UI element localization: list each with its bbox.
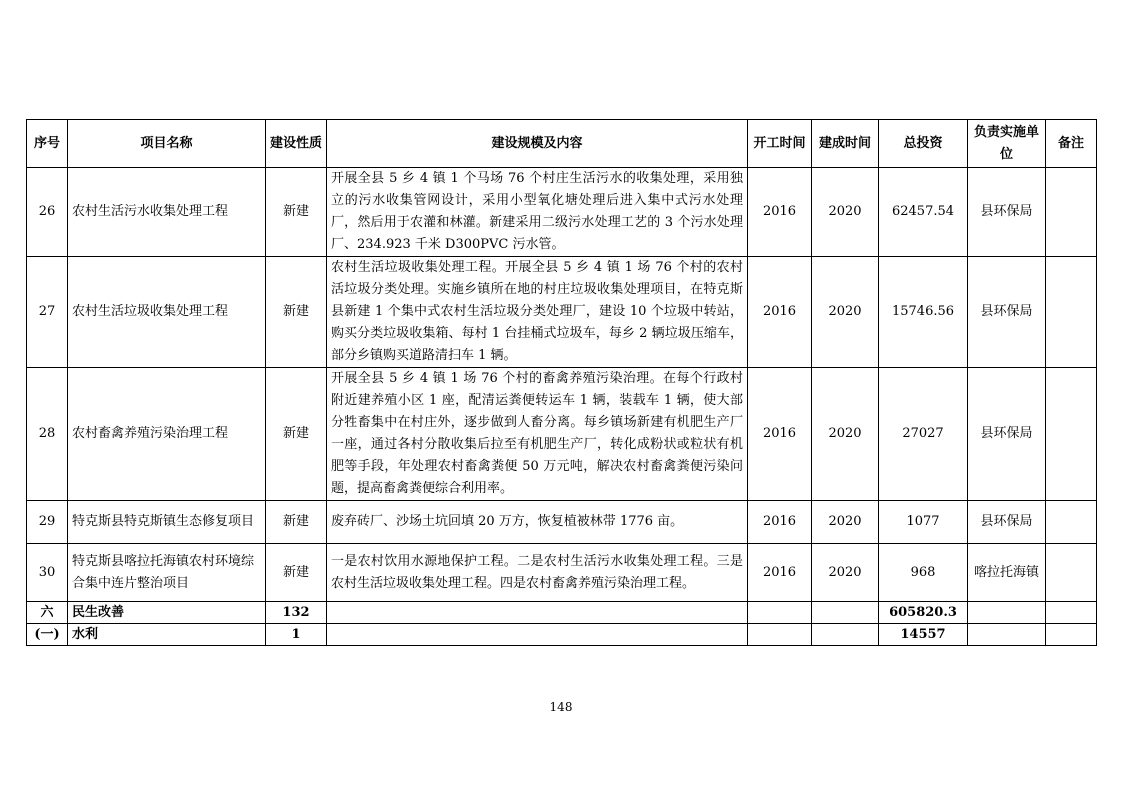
summary-scope-empty — [327, 602, 748, 624]
summary-name: 民生改善 — [68, 602, 266, 624]
project-table — [26, 119, 1097, 646]
header-seq: 序号 — [27, 120, 68, 168]
summary-count: 132 — [266, 602, 327, 624]
row-invest: 62457.54 — [879, 168, 968, 257]
summary-seq: 六 — [27, 602, 68, 624]
row-scope: 开展全县 5 乡 4 镇 1 个马场 76 个村庄生活污水的收集处理，采用独立的污水收集管网设计，采用小型氧化塘处理后进入集中式污水处理厂，然后用于农灌和林灌。新建采用二级污水处理工艺的 3 个污水处理厂、234.923 千米 D300PVC 污水管。 — [327, 168, 748, 257]
row-end: 2020 — [812, 168, 879, 257]
row-end: 2020 — [812, 257, 879, 368]
row-unit: 喀拉托海镇 — [968, 544, 1046, 602]
header-scope: 建设规模及内容 — [327, 120, 748, 168]
row-end: 2020 — [812, 544, 879, 602]
row-seq: 27 — [27, 257, 68, 368]
table-row — [27, 257, 1097, 368]
row-start: 2016 — [748, 257, 812, 368]
summary-end-empty — [812, 624, 879, 646]
summary-start-empty — [748, 602, 812, 624]
summary-invest: 605820.3 — [879, 602, 968, 624]
row-invest: 27027 — [879, 368, 968, 501]
table-row — [27, 168, 1097, 257]
summary-remark-empty — [1046, 602, 1097, 624]
row-remark — [1046, 501, 1097, 544]
row-end: 2020 — [812, 368, 879, 501]
row-seq: 26 — [27, 168, 68, 257]
row-name: 农村畜禽养殖污染治理工程 — [68, 368, 266, 501]
header-start: 开工时间 — [748, 120, 812, 168]
row-name: 农村生活污水收集处理工程 — [68, 168, 266, 257]
row-nature: 新建 — [266, 168, 327, 257]
row-remark — [1046, 544, 1097, 602]
header-name: 项目名称 — [68, 120, 266, 168]
summary-count: 1 — [266, 624, 327, 646]
row-scope: 废弃砖厂、沙场土坑回填 20 万方，恢复植被林带 1776 亩。 — [327, 501, 748, 544]
summary-unit-empty — [968, 602, 1046, 624]
row-unit: 县环保局 — [968, 257, 1046, 368]
row-seq: 28 — [27, 368, 68, 501]
row-unit: 县环保局 — [968, 368, 1046, 501]
row-seq: 29 — [27, 501, 68, 544]
summary-invest: 14557 — [879, 624, 968, 646]
row-seq: 30 — [27, 544, 68, 602]
row-name: 农村生活垃圾收集处理工程 — [68, 257, 266, 368]
row-scope: 农村生活垃圾收集处理工程。开展全县 5 乡 4 镇 1 场 76 个村的农村活垃圾分类处理。实施乡镇所在地的村庄垃圾收集处理项目，在特克斯县新建 1 个集中式农村生活垃圾分类处理厂，建设 10 个垃圾中转站，购买分类垃圾收集箱、每村 1 台挂桶式垃圾车，每乡 2 辆垃圾压缩车，部分乡镇购买道路清扫车 1 辆。 — [327, 257, 748, 368]
table-row — [27, 544, 1097, 602]
table-row — [27, 501, 1097, 544]
summary-remark-empty — [1046, 624, 1097, 646]
header-remark: 备注 — [1046, 120, 1097, 168]
summary-start-empty — [748, 624, 812, 646]
row-scope: 一是农村饮用水源地保护工程。二是农村生活污水收集处理工程。三是农村生活垃圾收集处理工程。四是农村畜禽养殖污染治理工程。 — [327, 544, 748, 602]
row-end: 2020 — [812, 501, 879, 544]
summary-seq: (一) — [27, 624, 68, 646]
header-unit: 负责实施单位 — [968, 120, 1046, 168]
row-invest: 15746.56 — [879, 257, 968, 368]
header-invest: 总投资 — [879, 120, 968, 168]
row-remark — [1046, 257, 1097, 368]
row-start: 2016 — [748, 168, 812, 257]
row-nature: 新建 — [266, 368, 327, 501]
summary-scope-empty — [327, 624, 748, 646]
row-scope: 开展全县 5 乡 4 镇 1 场 76 个村的畜禽养殖污染治理。在每个行政村附近建养殖小区 1 座，配清运粪便转运车 1 辆，装载车 1 辆，使大部分牲畜集中在村庄外，逐步做到人畜分离。每乡镇场新建有机肥生产厂一座，通过各村分散收集后拉至有机肥生产厂，转化成粉状或粒状有机肥等手段，年处理农村畜禽粪便 50 万元吨，解决农村畜禽粪便污染问题，提高畜禽粪便综合利用率。 — [327, 368, 748, 501]
table-row — [27, 368, 1097, 501]
row-name: 特克斯县特克斯镇生态修复项目 — [68, 501, 266, 544]
row-start: 2016 — [748, 501, 812, 544]
summary-name: 水利 — [68, 624, 266, 646]
summary-row — [27, 624, 1097, 646]
row-start: 2016 — [748, 544, 812, 602]
row-unit: 县环保局 — [968, 168, 1046, 257]
row-invest: 1077 — [879, 501, 968, 544]
row-nature: 新建 — [266, 501, 327, 544]
header-nature: 建设性质 — [266, 120, 327, 168]
row-nature: 新建 — [266, 544, 327, 602]
header-end: 建成时间 — [812, 120, 879, 168]
summary-end-empty — [812, 602, 879, 624]
row-start: 2016 — [748, 368, 812, 501]
summary-row — [27, 602, 1097, 624]
row-remark — [1046, 368, 1097, 501]
row-invest: 968 — [879, 544, 968, 602]
row-remark — [1046, 168, 1097, 257]
row-nature: 新建 — [266, 257, 327, 368]
row-unit: 县环保局 — [968, 501, 1046, 544]
header-row — [27, 120, 1097, 168]
page-number: 148 — [549, 700, 573, 714]
summary-unit-empty — [968, 624, 1046, 646]
row-name: 特克斯县喀拉托海镇农村环境综合集中连片整治项目 — [68, 544, 266, 602]
